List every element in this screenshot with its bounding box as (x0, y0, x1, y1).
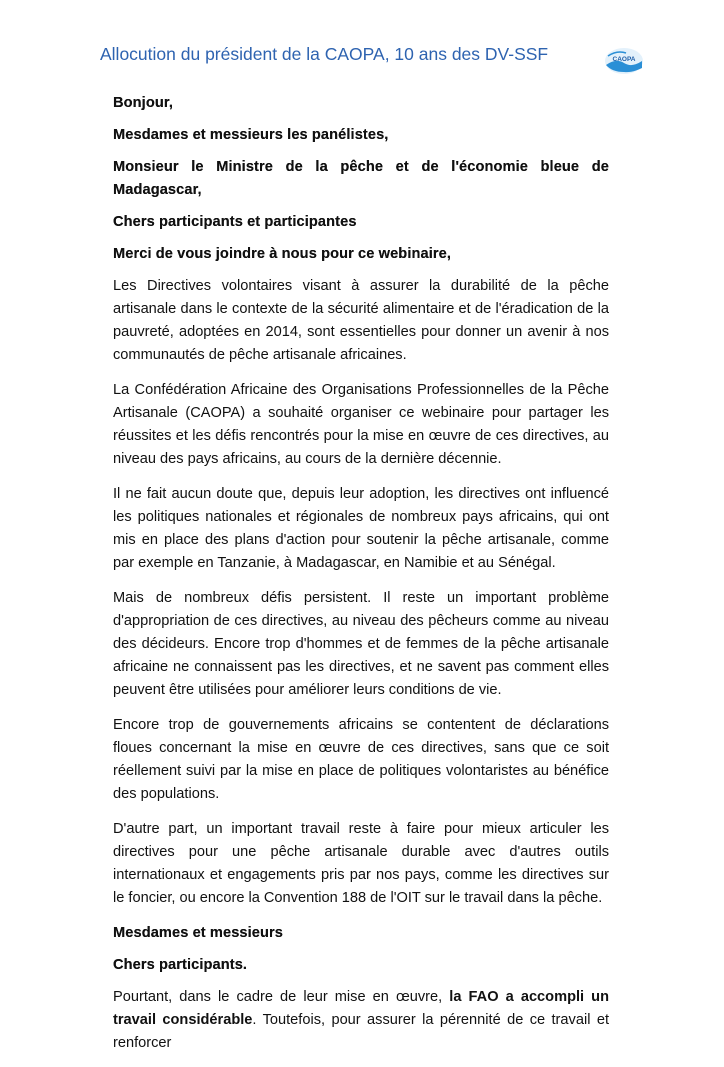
greeting-participants: Chers participants et participantes (113, 214, 357, 230)
paragraph-influence: Il ne fait aucun doute que, depuis leur adoption, les directives ont influencé les politiques nationales et régionales de nombreux pays africains, qui ont mis en place des plans d'action pour soutenir la pêche artisanale, comme par exemple en Tanzanie, à Madagascar, en Namibie et au Sénégal. (113, 486, 609, 571)
page-header-title: Allocution du président de la CAOPA, 10 ans des DV-SSF (100, 44, 549, 64)
paragraph-directives: Les Directives volontaires visant à assurer la durabilité de la pêche artisanale dans le contexte de la sécurité alimentaire et de l'éradication de la pauvreté, adoptées en 2014, sont essentielles pour donner un avenir à nos communautés de pêche artisanale africaines. (113, 278, 609, 363)
paragraph-governments: Encore trop de gouvernements africains se contentent de déclarations floues concernant la mise en œuvre de ces directives, sans que ce soit réellement suivi par la mise en place de politiques volontaristes au bénéfice des populations. (113, 717, 609, 802)
caopa-logo (602, 44, 646, 76)
greeting-bonjour: Bonjour, (113, 95, 173, 111)
closing-greeting-ladies: Mesdames et messieurs (113, 925, 284, 941)
fao-highlight: la FAO a accompli un travail considérable (113, 989, 609, 1028)
greeting-thanks: Merci de vous joindre à nous pour ce webinaire, (113, 246, 452, 262)
fao-text-after: . Toutefois, pour assurer la pérennité de ce travail et renforcer (113, 1012, 609, 1051)
paragraph-challenges: Mais de nombreux défis persistent. Il reste un important problème d'appropriation de ces directives, au niveau des pêcheurs comme au niveau des décideurs. Encore trop d'hommes et de femmes de la pêche artisanale africaine ne connaissent pas les directives, et ne savent pas comment elles peuvent être utilisées pour améliorer leurs conditions de vie. (113, 590, 609, 698)
paragraph-articulation: D'autre part, un important travail reste à faire pour mieux articuler les directives pour une pêche artisanale durable avec d'autres outils internationaux et engagements pris par nos pays, comme les directives sur le foncier, ou encore la Convention 188 de l'OIT sur le travail dans la pêche. (113, 821, 609, 906)
logo-text: CAOPA (612, 56, 636, 63)
paragraph-caopa: La Confédération Africaine des Organisations Professionnelles de la Pêche Artisanale (CAOPA) a souhaité organiser ce webinaire pour partager les réussites et les défis rencontrés pour la mise en œuvre de ces directives, au niveau des pays africains, au cours de la dernière décennie. (113, 382, 609, 467)
paragraph-fao (113, 986, 609, 1055)
document-body (113, 92, 609, 1067)
greeting-panelists: Mesdames et messieurs les panélistes, (113, 127, 389, 143)
fao-text-before: Pourtant, dans le cadre de leur mise en œuvre, (113, 989, 450, 1005)
closing-greeting-participants: Chers participants. (113, 957, 248, 973)
greeting-minister: Monsieur le Ministre de la pêche et de l'économie bleue de Madagascar, (113, 159, 609, 198)
